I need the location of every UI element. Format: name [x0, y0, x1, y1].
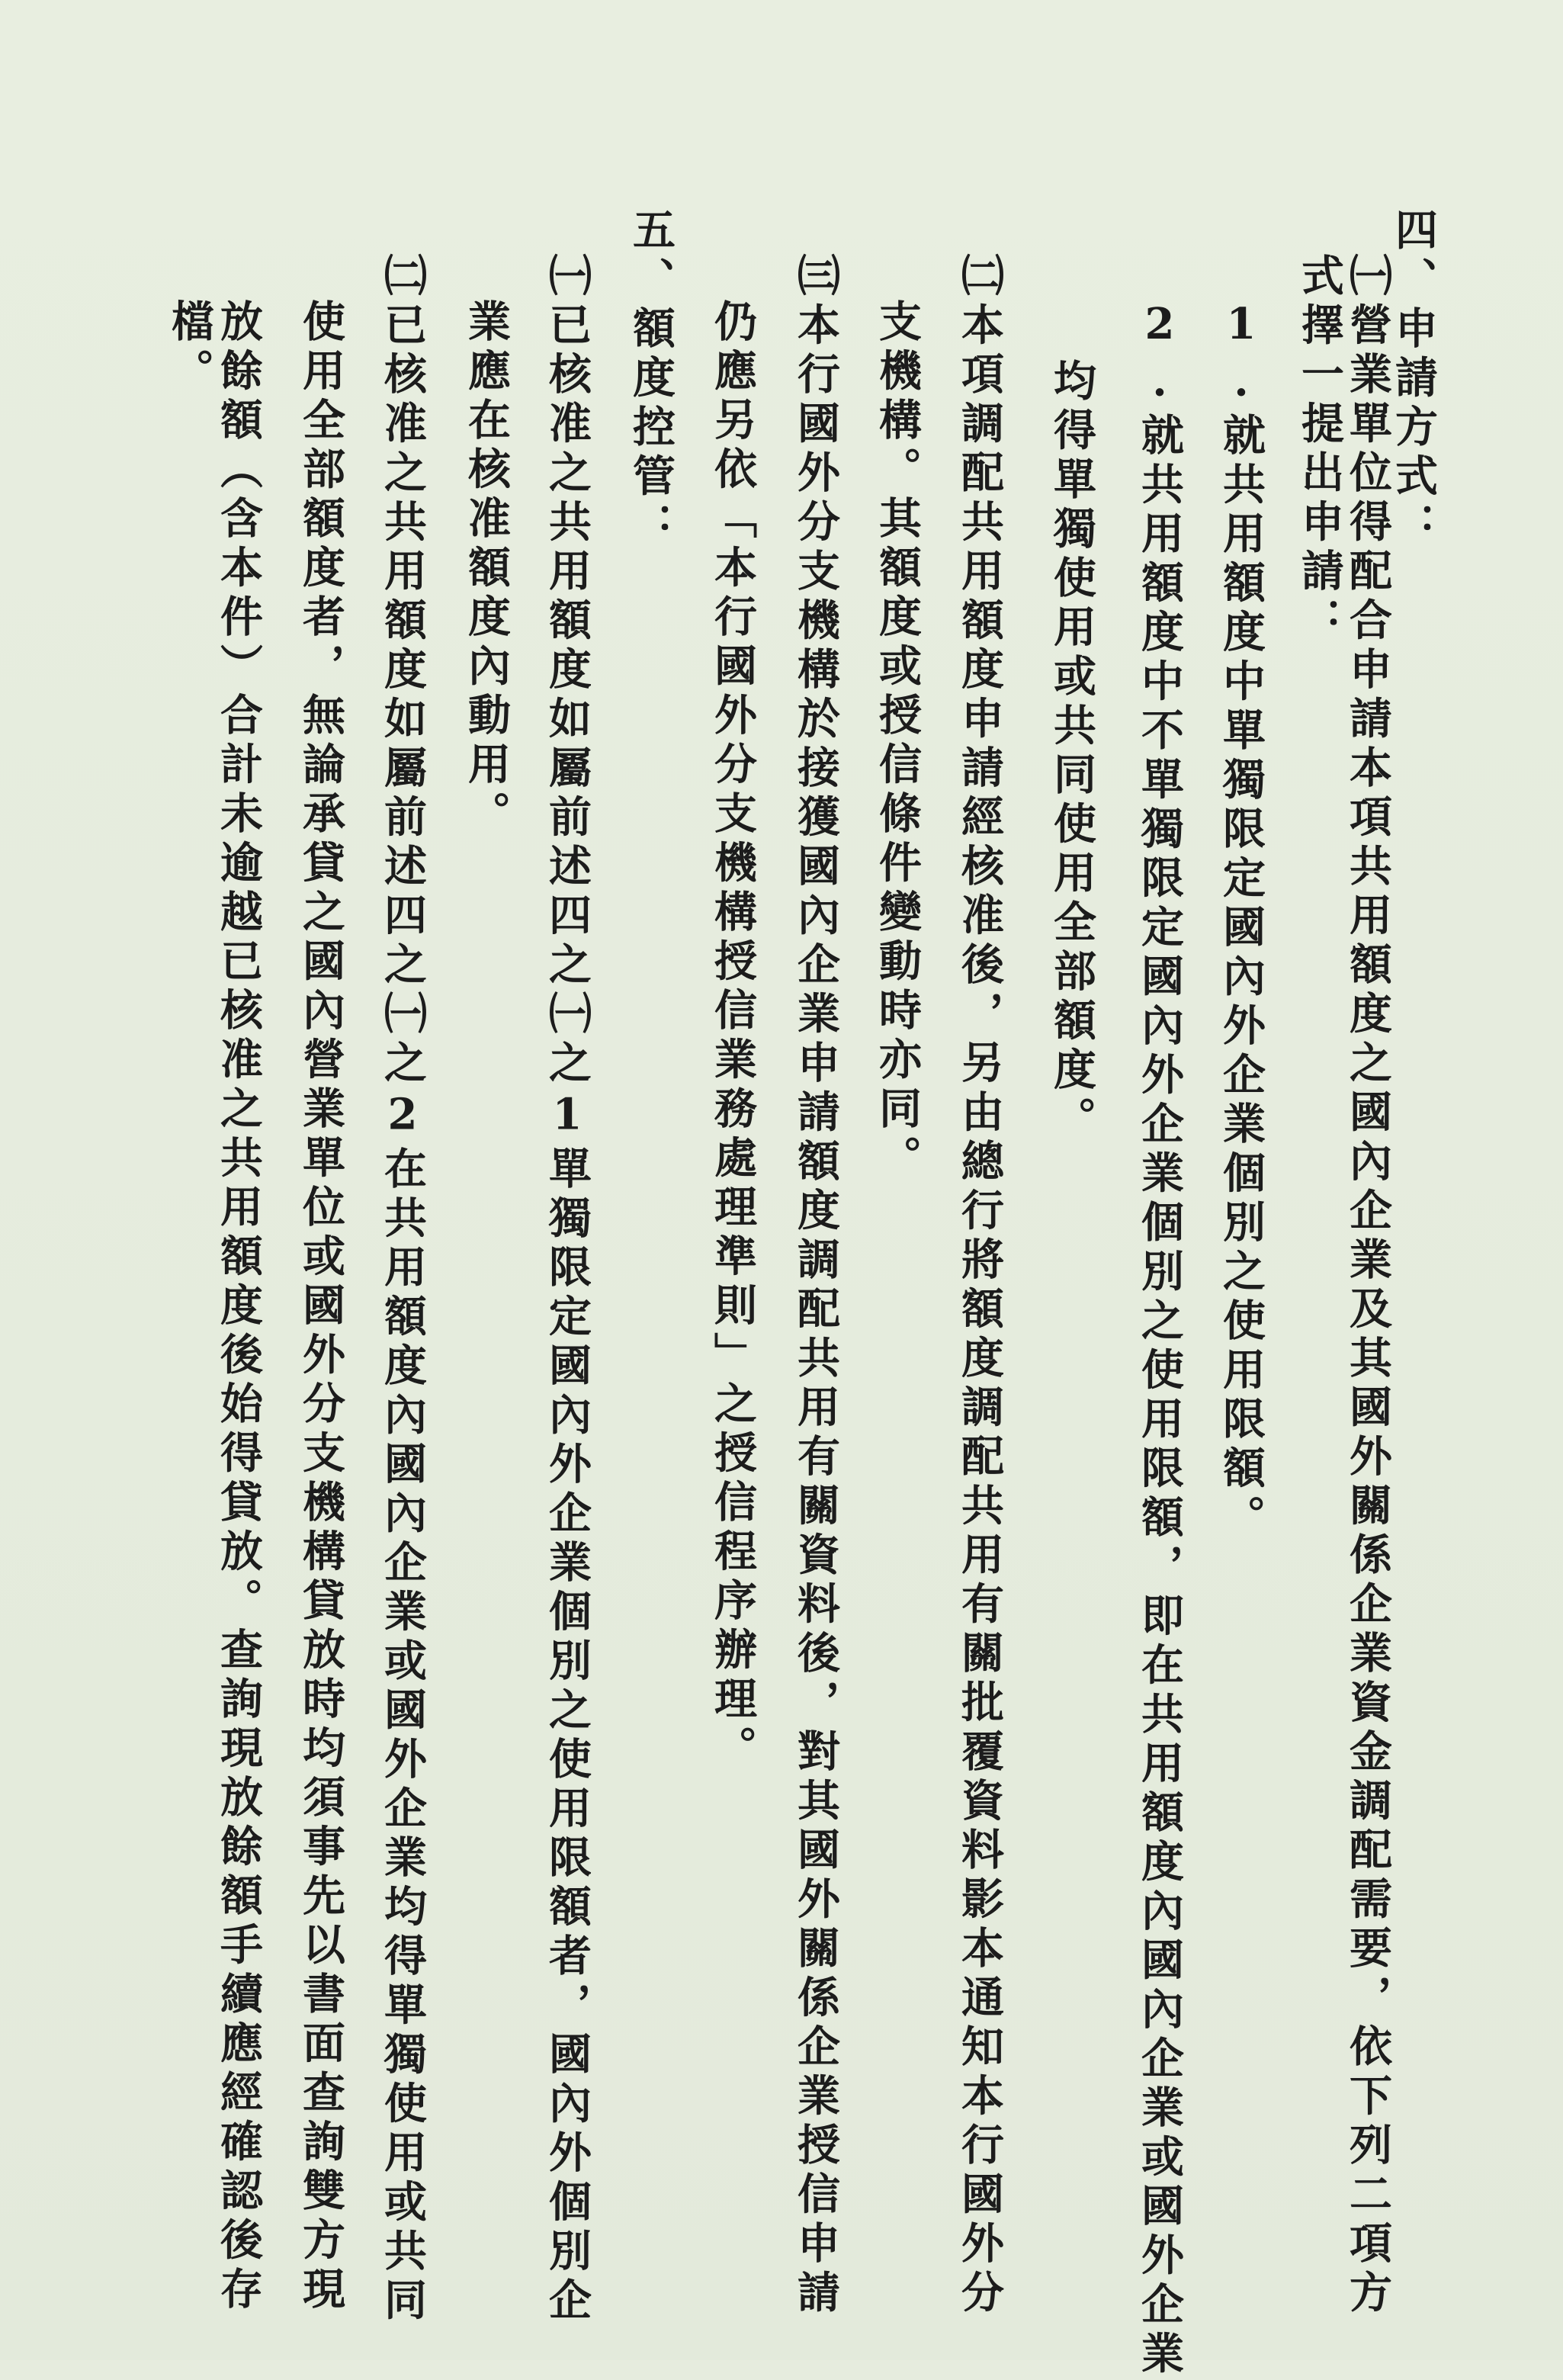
paragraph-4-3-line-1: ㈢本行國外分支機構於接獲國內企業申請額度調配共用有關資料後，對其國外關係企業授信申請 — [791, 253, 841, 2319]
paragraph-4-1-line-1: ㈠營業單位得配合申請本項共用額度之國內企業及其國外關係企業資金調配需要，依下列二項方 — [1343, 253, 1393, 2319]
paragraph-5-2-line-4: 檔。 — [165, 299, 215, 397]
item-4-1-2-line-2: 均得單獨使用或共同使用全部額度。 — [1047, 358, 1097, 1145]
paragraph-5-1-line-1: ㈠已核准之共用額度如屬前述四之㈠之1單獨限定國內外企業個別之使用限額者，國內外個別企 — [542, 253, 592, 2327]
paragraph-5-1-line-2: 業應在核准額度內動用。 — [461, 299, 512, 840]
paragraph-4-1-line-2: 式擇一提出申請： — [1295, 253, 1345, 647]
paragraph-5-2-line-1: ㈡已核准之共用額度如屬前述四之㈠之2在共用額度內國內企業或國外企業均得單獨使用或共同 — [377, 253, 428, 2327]
paragraph-5-2-line-2: 使用全部額度者，無論承貸之國內營業單位或國外分支機構貸放時均須事先以書面查詢雙方現 — [296, 299, 346, 2316]
paragraph-5-2-line-3: 放餘額（含本件）合計未逾越已核准之共用額度後始得貸放。查詢現放餘額手續應經確認後存 — [213, 299, 264, 2316]
section-heading-4: 四、申請方式： — [1388, 207, 1439, 552]
paragraph-4-3-line-2: 仍應另依「本行國外分支機構授信業務處理準則」之授信程序辦理。 — [708, 299, 758, 1775]
item-4-1-1: 1.就共用額度中單獨限定國內外企業個別之使用限額。 — [1216, 299, 1266, 1544]
item-4-1-2-line-1: 2.就共用額度中不單獨限定國內外企業個別之使用限額，即在共用額度內國內企業或國外企業 — [1135, 299, 1185, 2380]
paragraph-4-2-line-2: 支機構。其額度或授信條件變動時亦同。 — [872, 299, 923, 1184]
section-heading-5: 五、額度控管： — [626, 207, 676, 552]
paragraph-4-2-line-1: ㈡本項調配共用額度申請經核准後，另由總行將額度調配共用有關批覆資料影本通知本行國外分 — [955, 253, 1005, 2319]
